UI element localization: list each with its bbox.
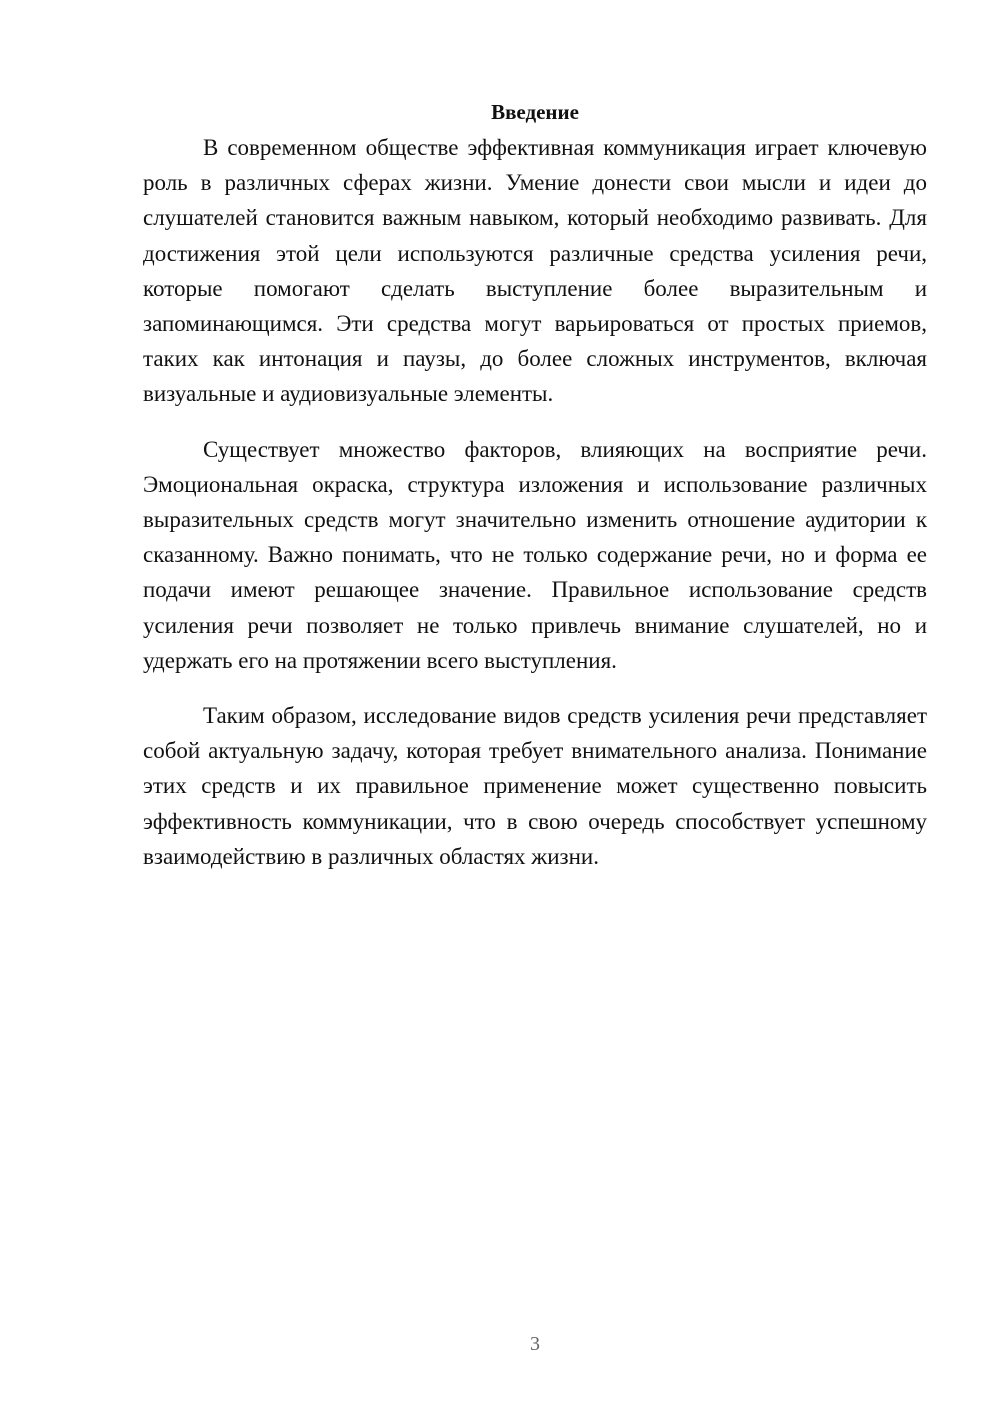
page-number: 3 [530, 1333, 540, 1355]
paragraph-3: Таким образом, исследование видов средств усиления речи представляет собой актуальную задачу, которая требует внимательного анализа. Понимание этих средств и их правильное применение может существенно повысить эффективность коммуникации, что в свою очередь способствует успешному взаимодействию в различных областях жизни. [143, 703, 927, 869]
page-content [143, 96, 927, 894]
paragraph-2: Существует множество факторов, влияющих на восприятие речи. Эмоциональная окраска, структура изложения и использование различных выразительных средств могут значительно изменить отношение аудитории к сказанному. Важно понимать, что не только содержание речи, но и форма ее подачи имеют решающее значение. Правильное использование средств усиления речи позволяет не только привлечь внимание слушателей, но и удержать его на протяжении всего выступления. [143, 436, 927, 673]
paragraph-1: В современном обществе эффективная коммуникация играет ключевую роль в различных сферах жизни. Умение донести свои мысли и идеи до слушателей становится важным навыком, который необходимо развивать. Для достижения этой цели используются различные средства усиления речи, которые помогают сделать выступление более выразительным и запоминающимся. Эти средства могут варьироваться от простых приемов, таких как интонация и паузы, до более сложных инструментов, включая визуальные и аудиовизуальные элементы. [143, 135, 927, 407]
section-title: Введение [491, 100, 579, 124]
